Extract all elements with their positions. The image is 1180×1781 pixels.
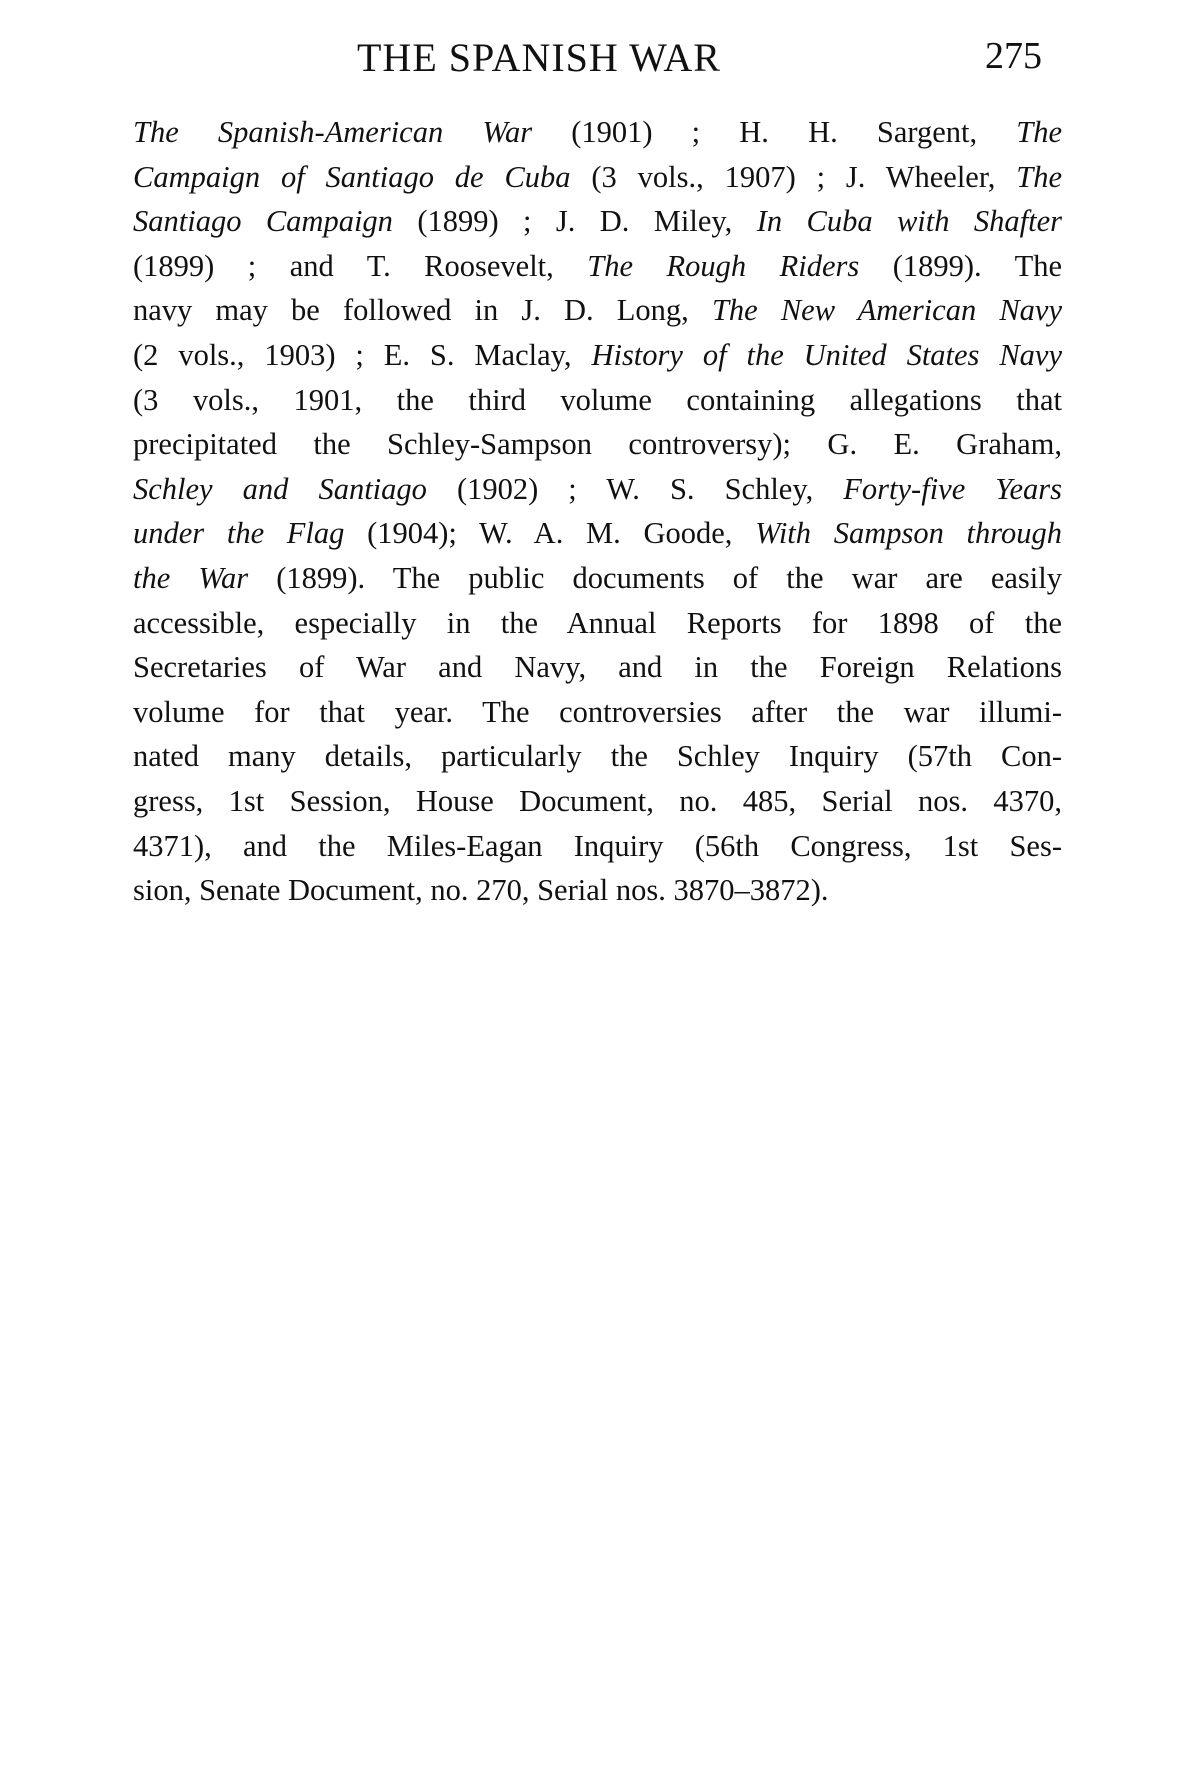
text-segment: gress, 1st Session, House Document, no. 485, Serial nos. 4370, xyxy=(133,783,1062,818)
italic-title-text: History of the United States Navy xyxy=(591,337,1062,372)
text-line xyxy=(133,690,1062,735)
text-line xyxy=(133,288,1062,333)
text-segment: volume for that year. The controversies after the war illumi- xyxy=(133,694,1062,729)
text-line xyxy=(133,199,1062,244)
italic-title-text: the War xyxy=(133,560,249,595)
italic-title-text: Forty-five Years xyxy=(843,471,1062,506)
text-segment: Secretaries of War and Navy, and in the Foreign Relations xyxy=(133,650,1062,685)
running-head xyxy=(0,34,1180,84)
italic-title-text: Santiago Campaign xyxy=(133,204,393,239)
running-head-title: THE SPANISH WAR xyxy=(357,35,721,80)
text-line xyxy=(133,467,1062,512)
italic-title-text: Schley and Santiago xyxy=(133,471,427,506)
text-segment: (1902) ; W. S. Schley, xyxy=(426,471,844,506)
italic-title-text: The Spanish-American War xyxy=(133,115,533,149)
text-segment: accessible, especially in the Annual Reports for 1898 of the xyxy=(133,605,1062,640)
text-line xyxy=(133,868,1062,913)
text-line xyxy=(133,511,1062,556)
page-number: 275 xyxy=(985,35,1042,77)
text-line xyxy=(133,645,1062,690)
text-line xyxy=(133,378,1062,423)
italic-title-text: The xyxy=(1016,159,1062,194)
text-segment: (1899). The public documents of the war are easily xyxy=(248,560,1062,595)
italic-title-text: In Cuba with Shafter xyxy=(756,204,1062,239)
text-segment: navy may be followed in J. D. Long, xyxy=(133,293,712,328)
text-segment: nated many details, particularly the Schley Inquiry (57th Con- xyxy=(133,739,1062,774)
text-segment: 4371), and the Miles-Eagan Inquiry (56th Congress, 1st Ses- xyxy=(133,828,1062,863)
bibliography-paragraph xyxy=(133,110,1062,913)
italic-title-text: With Sampson through xyxy=(755,516,1063,551)
text-line xyxy=(133,155,1062,200)
text-segment: (3 vols., 1901, the third volume containing allegations that xyxy=(133,382,1062,417)
text-line xyxy=(133,333,1062,378)
text-segment: (2 vols., 1903) ; E. S. Maclay, xyxy=(133,337,592,372)
text-segment: (1899) ; J. D. Miley, xyxy=(392,204,757,239)
text-line xyxy=(133,556,1062,601)
text-line xyxy=(133,734,1062,779)
text-line xyxy=(133,422,1062,467)
italic-title-text: The New American Navy xyxy=(711,293,1062,328)
italic-title-text: Campaign of Santiago de Cuba xyxy=(133,159,571,194)
text-segment: precipitated the Schley-Sampson controversy); G. E. Graham, xyxy=(133,427,1062,462)
text-line xyxy=(133,601,1062,646)
text-segment: (1901) ; H. H. Sargent, xyxy=(532,115,1017,149)
italic-title-text: under the Flag xyxy=(133,516,345,551)
text-line xyxy=(133,779,1062,824)
text-segment: (1904); W. A. M. Goode, xyxy=(344,516,756,551)
text-line xyxy=(133,110,1062,155)
text-segment: sion, Senate Document, no. 270, Serial nos. 3870–3872). xyxy=(133,873,829,908)
italic-title-text: The Rough Riders xyxy=(587,248,860,283)
text-segment: (1899) ; and T. Roosevelt, xyxy=(133,248,588,283)
text-segment: (1899). The xyxy=(859,248,1062,283)
text-segment: (3 vols., 1907) ; J. Wheeler, xyxy=(570,159,1017,194)
text-line xyxy=(133,824,1062,869)
italic-title-text: The xyxy=(1016,115,1062,149)
text-line xyxy=(133,244,1062,289)
